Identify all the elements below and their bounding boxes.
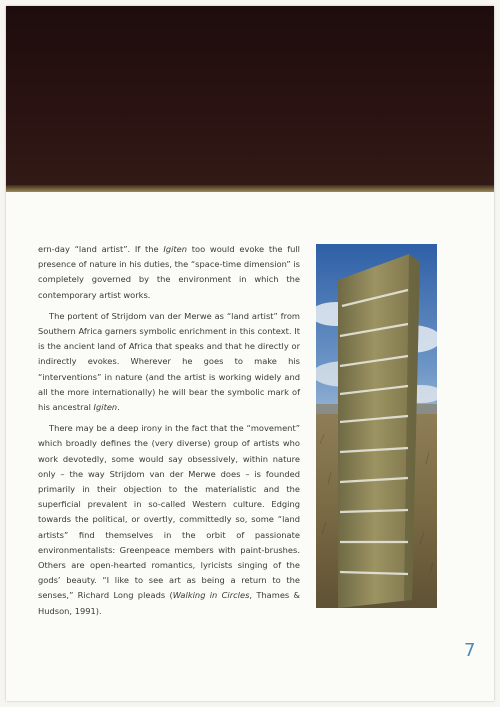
page-number: 7 [464,640,476,661]
body-text [38,242,300,625]
paragraph-3: There may be a deep irony in the fact that the “movement” which broadly defines the (very diverse) group of artists who work devotedly, some would say obsessively, within nature only – the way Strijdom van der Merwe does – is founded primarily in their objection to the materialistic and the superficial prevalent in so-called Western culture. Edging towards the political, or overtly, committedly so, some “land artists” find themselves in the orbit of passionate environmentalists: Greenpeace members with paint-brushes. Others are open-hearted romantics, lyricists singing of the gods’ beauty. “I like to see art as being a return to the senses,” Richard Long pleads (Walking in Circles, Thames & Hudson, 1991). [38,423,301,616]
band-bottom-edge [6,185,494,192]
stone-pillar-illustration [316,244,437,608]
paragraph-1: ern-day “land artist”. If the Igiten too would evoke the full presence of nature in his duties, the “space-time dimension” is completely governed by the environment in which the contemporary artist works. [38,244,300,300]
dark-photo-band [6,6,494,192]
book-page [6,6,494,701]
paragraph-2: The portent of Strijdom van der Merwe as “land artist” from Southern Africa garners symbolic enrichment in this context. It is the ancient land of Africa that speaks and that he directly or indirectly evokes. Wherever he goes to make his “interventions” in nature (and the artist is working widely and all the more internationally) he will bear the symbolic mark of his ancestral Igiten. [38,310,300,413]
stone-pillar-photo [316,244,437,608]
